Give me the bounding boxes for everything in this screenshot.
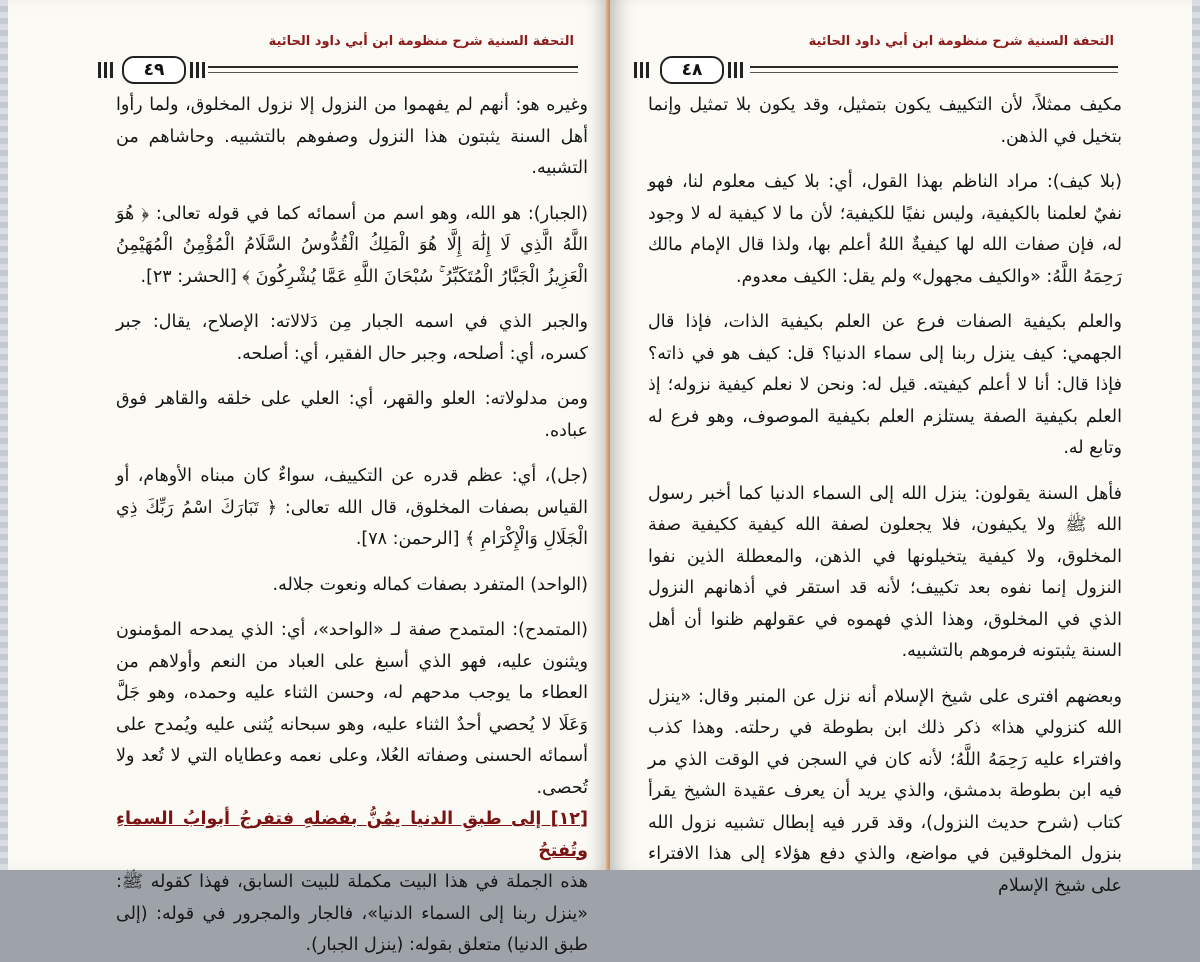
paragraph: (جل)، أي: عظم قدره عن التكييف، سواءٌ كان مبناه الأوهام، أو القياس بصفات المخلوق، قال الله تعالى: ﴿ تَبَارَكَ اسْمُ رَبِّكَ ذِي الْجَلَالِ وَالْإِكْرَامِ ﴾ [الرحمن: ٧٨].: [116, 466, 588, 549]
paragraph: والجبر الذي في اسمه الجبار مِن دَلالاته: الإصلاح، يقال: جبر كسره، أي: أصلحه، وجبر حال الفقير، أي: أصلحه.: [116, 312, 588, 364]
paragraph: (الجبار): هو الله، وهو اسم من أسمائه كما في قوله تعالى: ﴿ هُوَ اللَّهُ الَّذِي لَا إِلَٰهَ إِلَّا هُوَ الْمَلِكُ الْقُدُّوسُ السَّلَامُ الْمُؤْمِنُ الْمُهَيْمِنُ الْعَزِيزُ الْجَبَّارُ الْمُتَكَبِّرُ ۚ سُبْحَانَ اللَّهِ عَمَّا يُشْرِكُونَ ﴾ [الحشر: ٢٣].: [116, 203, 588, 287]
paragraph: (المتمدح): المتمدح صفة لـ «الواحد»، أي: الذي يمدحه المؤمنون ويثنون عليه، فهو الذي أسبغ على العباد من النعم وأولاهم من العطاء ما يوجب مدحهم له، وحسن الثناء عليه وحمده، وهو جَلَّ وَعَلَا لا يُحصي أحدٌ الثناء عليه، وهو سبحانه يُثنى عليه ويُمدح على أسمائه الحسنى وصفاته العُلا، وعلى نعمه وعطاياه التي لا تُعد ولا تُحصى.: [116, 620, 588, 798]
paragraph: (الواحد) المتفرد بصفات كماله ونعوت جلاله.: [272, 574, 588, 595]
right-page-number: ٤٨: [660, 56, 724, 84]
paragraph: هذه الجملة في هذا البيت مكملة للبيت السابق، فهذا كقوله ﷺ: «ينزل ربنا إلى السماء الدنيا»، فالجار والمجرور في قوله: (إلى طبق الدنيا) متعلق بقوله: (ينزل الجبار).: [116, 872, 588, 955]
paragraph: وغيره هو: أنهم لم يفهموا من النزول إلا نزول المخلوق، ولما رأوا أهل السنة يثبتون هذا النزول وصفوهم بالتشبيه. وحاشاهم من التشبيه.: [116, 95, 588, 178]
header-rule-thin: [750, 72, 1118, 73]
left-page-header: [108, 28, 578, 88]
left-page-body: [116, 90, 588, 962]
left-header-title: التحفة السنية شرح منظومة ابن أبي داود الحائية: [268, 34, 574, 49]
header-rule: [750, 66, 1118, 68]
left-page-number: ٤٩: [122, 56, 186, 84]
paragraph: ومن مدلولاته: العلو والقهر، أي: العلي على خلقه والقاهر فوق عباده.: [116, 389, 588, 441]
paragraph: فأهل السنة يقولون: ينزل الله إلى السماء الدنيا كما أخبر رسول الله ﷺ ولا يكيفون، فلا يجعلون لصفة الله كيفية ككيفية صفة المخلوق، ولا كيفية يتخيلونها في الذهن، والمعطلة الذين نفوا النزول إنما نفوه بعد تكييف؛ لأنه قد استقر في أذهانهم النزول الذي في المخلوق، وهذا الذي فهموه في عقولهم ظنوا أن أهل السنة يثبتونه فرموهم بالتشبيه.: [648, 483, 1122, 661]
poem-verse: [١٢] إلى طبقِ الدنيا يمُنُّ بفضلهِ فتفرجُ أبوابُ السماءِ وتُفتحُ: [116, 809, 588, 861]
right-page-header: [640, 28, 1118, 88]
header-rule: [208, 66, 578, 68]
ornament-icon: [94, 62, 120, 78]
paragraph: مكيف ممثلاً، لأن التكييف يكون بتمثيل، وقد يكون بلا تمثيل وإنما بتخيل في الذهن.: [648, 95, 1122, 147]
open-book: [8, 0, 1192, 955]
ornament-icon: [726, 62, 752, 78]
paragraph: (بلا كيف): مراد الناظم بهذا القول، أي: بلا كيف معلوم لنا، فهو نفيٌ لعلمنا بالكيفية، وليس نفيًا للكيفية؛ لأن ما لا كيفية له لا وجود له، فإن صفات الله لها كيفيةٌ اللهُ أعلم بها، ولذا قال الإمام مالك رَحِمَهُ اللَّهُ: «والكيف مجهول» ولم يقل: الكيف معدوم.: [648, 172, 1122, 287]
ornament-icon: [188, 62, 214, 78]
ornament-icon: [630, 62, 656, 78]
right-page-body: [648, 90, 1122, 902]
header-rule-thin: [208, 72, 578, 73]
left-page: [8, 0, 610, 955]
right-page: [610, 0, 1192, 896]
paragraph: وبعضهم افترى على شيخ الإسلام أنه نزل عن المنبر وقال: «ينزل الله كنزولي هذا» ذكر ذلك ابن بطوطة في رحلته. وهذا كذب وافتراء عليه رَحِمَهُ اللَّهُ؛ لأنه كان في السجن في الوقت الذي مر فيه ابن بطوطة بدمشق، والذي يريد أن يعرف عقيدة الشيخ يقرأ كتاب (شرح حديث النزول)، وقد قرر فيه إبطال تشبيه نزول الله بنزول المخلوقين في مواضع، والذي دفع هؤلاء إلى هذا الافتراء على شيخ الإسلام: [648, 686, 1122, 896]
paragraph: والعلم بكيفية الصفات فرع عن العلم بكيفية الذات، فإذا قال الجهمي: كيف ينزل ربنا إلى سماء الدنيا؟ قل: كيف هو في ذاته؟ فإذا قال: أنا لا أعلم كيفيته. قيل له: ونحن لا نعلم كيفية نزوله؛ إذ العلم بكيفية الصفة يستلزم العلم بكيفية الموصوف، وهو فرع له وتابع له.: [648, 312, 1122, 458]
right-header-title: التحفة السنية شرح منظومة ابن أبي داود الحائية: [808, 34, 1114, 49]
